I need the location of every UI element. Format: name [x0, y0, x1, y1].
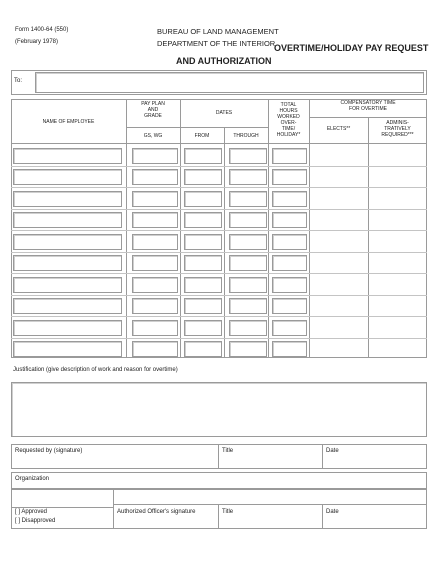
header-divider: [309, 117, 427, 118]
date-through-input[interactable]: [229, 341, 267, 357]
col-employee-header: NAME OF EMPLOYEE: [42, 119, 95, 125]
col-gs-wg-header: GS, WG: [143, 133, 163, 139]
pay-plan-input[interactable]: [132, 255, 178, 271]
date-through-input[interactable]: [229, 277, 267, 293]
date-from-input[interactable]: [184, 277, 222, 293]
justification-label: Justification (give description of work and reason for overtime): [13, 367, 178, 373]
date-through-input[interactable]: [229, 320, 267, 336]
total-hours-input[interactable]: [272, 148, 307, 164]
total-hours-input[interactable]: [272, 277, 307, 293]
pay-plan-input[interactable]: [132, 212, 178, 228]
pay-plan-input[interactable]: [132, 169, 178, 185]
pay-plan-input[interactable]: [132, 148, 178, 164]
disapproved-checkbox[interactable]: [ ] Disapproved: [15, 518, 56, 524]
requested-by-label: Requested by (signature): [15, 448, 83, 454]
col-admin-header: ADMINIS- TRATIVELY REQUIRED***: [381, 120, 414, 138]
pay-plan-input[interactable]: [132, 191, 178, 207]
date-through-input[interactable]: [229, 169, 267, 185]
date-from-input[interactable]: [184, 298, 222, 314]
date-label: Date: [326, 448, 339, 454]
to-label: To:: [14, 78, 23, 84]
header-divider: [11, 143, 427, 144]
col-elects-header: ELECTS**: [326, 126, 351, 132]
to-input[interactable]: [35, 72, 424, 93]
approved-checkbox[interactable]: [ ] Approved: [15, 509, 48, 515]
employee-name-input[interactable]: [13, 277, 122, 293]
employee-name-input[interactable]: [13, 255, 122, 271]
header-divider: [126, 127, 180, 128]
date-through-input[interactable]: [229, 148, 267, 164]
form-date: (February 1978): [15, 39, 59, 45]
organization-section: [11, 472, 427, 489]
total-hours-input[interactable]: [272, 298, 307, 314]
date-through-input[interactable]: [229, 191, 267, 207]
date-from-input[interactable]: [184, 191, 222, 207]
date-label-2: Date: [326, 509, 339, 515]
form-number: Form 1400-64 (550): [15, 27, 69, 33]
total-hours-input[interactable]: [272, 234, 307, 250]
employee-name-input[interactable]: [13, 298, 122, 314]
date-from-input[interactable]: [184, 255, 222, 271]
form-title-line2: AND AUTHORIZATION: [176, 56, 272, 66]
department-name: DEPARTMENT OF THE INTERIOR: [157, 39, 276, 48]
total-hours-input[interactable]: [272, 341, 307, 357]
date-from-input[interactable]: [184, 320, 222, 336]
form-title-line1: OVERTIME/HOLIDAY PAY REQUEST: [274, 43, 429, 53]
employee-name-input[interactable]: [13, 341, 122, 357]
pay-plan-input[interactable]: [132, 341, 178, 357]
employee-name-input[interactable]: [13, 234, 122, 250]
col-through-header: THROUGH: [233, 133, 259, 139]
date-from-input[interactable]: [184, 341, 222, 357]
pay-plan-input[interactable]: [132, 277, 178, 293]
col-dates-header: DATES: [215, 110, 233, 116]
date-through-input[interactable]: [229, 234, 267, 250]
bureau-name: BUREAU OF LAND MANAGEMENT: [157, 27, 279, 36]
header-divider: [180, 127, 268, 128]
employee-name-input[interactable]: [13, 212, 122, 228]
date-through-input[interactable]: [229, 255, 267, 271]
officer-signature-label: Authorized Officer's signature: [117, 509, 196, 515]
employee-name-input[interactable]: [13, 148, 122, 164]
col-from-header: FROM: [194, 133, 210, 139]
total-hours-input[interactable]: [272, 212, 307, 228]
employee-name-input[interactable]: [13, 191, 122, 207]
pay-plan-input[interactable]: [132, 320, 178, 336]
date-from-input[interactable]: [184, 148, 222, 164]
approval-section: [11, 489, 427, 529]
justification-input[interactable]: [11, 382, 427, 437]
title-label: Title: [222, 448, 234, 454]
employee-name-input[interactable]: [13, 169, 122, 185]
date-through-input[interactable]: [229, 212, 267, 228]
total-hours-input[interactable]: [272, 191, 307, 207]
col-comp-time-header: COMPENSATORY TIME FOR OVERTIME: [340, 100, 396, 112]
total-hours-input[interactable]: [272, 169, 307, 185]
pay-plan-input[interactable]: [132, 298, 178, 314]
employee-name-input[interactable]: [13, 320, 122, 336]
date-through-input[interactable]: [229, 298, 267, 314]
title-label-2: Title: [222, 509, 234, 515]
date-from-input[interactable]: [184, 212, 222, 228]
col-total-hours-header: TOTAL HOURS WORKED OVER- TIME/ HOLIDAY*: [276, 102, 301, 138]
total-hours-input[interactable]: [272, 320, 307, 336]
date-from-input[interactable]: [184, 169, 222, 185]
total-hours-input[interactable]: [272, 255, 307, 271]
col-pay-plan-header: PAY PLAN AND GRADE: [141, 101, 165, 119]
date-from-input[interactable]: [184, 234, 222, 250]
organization-label: Organization: [15, 476, 50, 482]
pay-plan-input[interactable]: [132, 234, 178, 250]
